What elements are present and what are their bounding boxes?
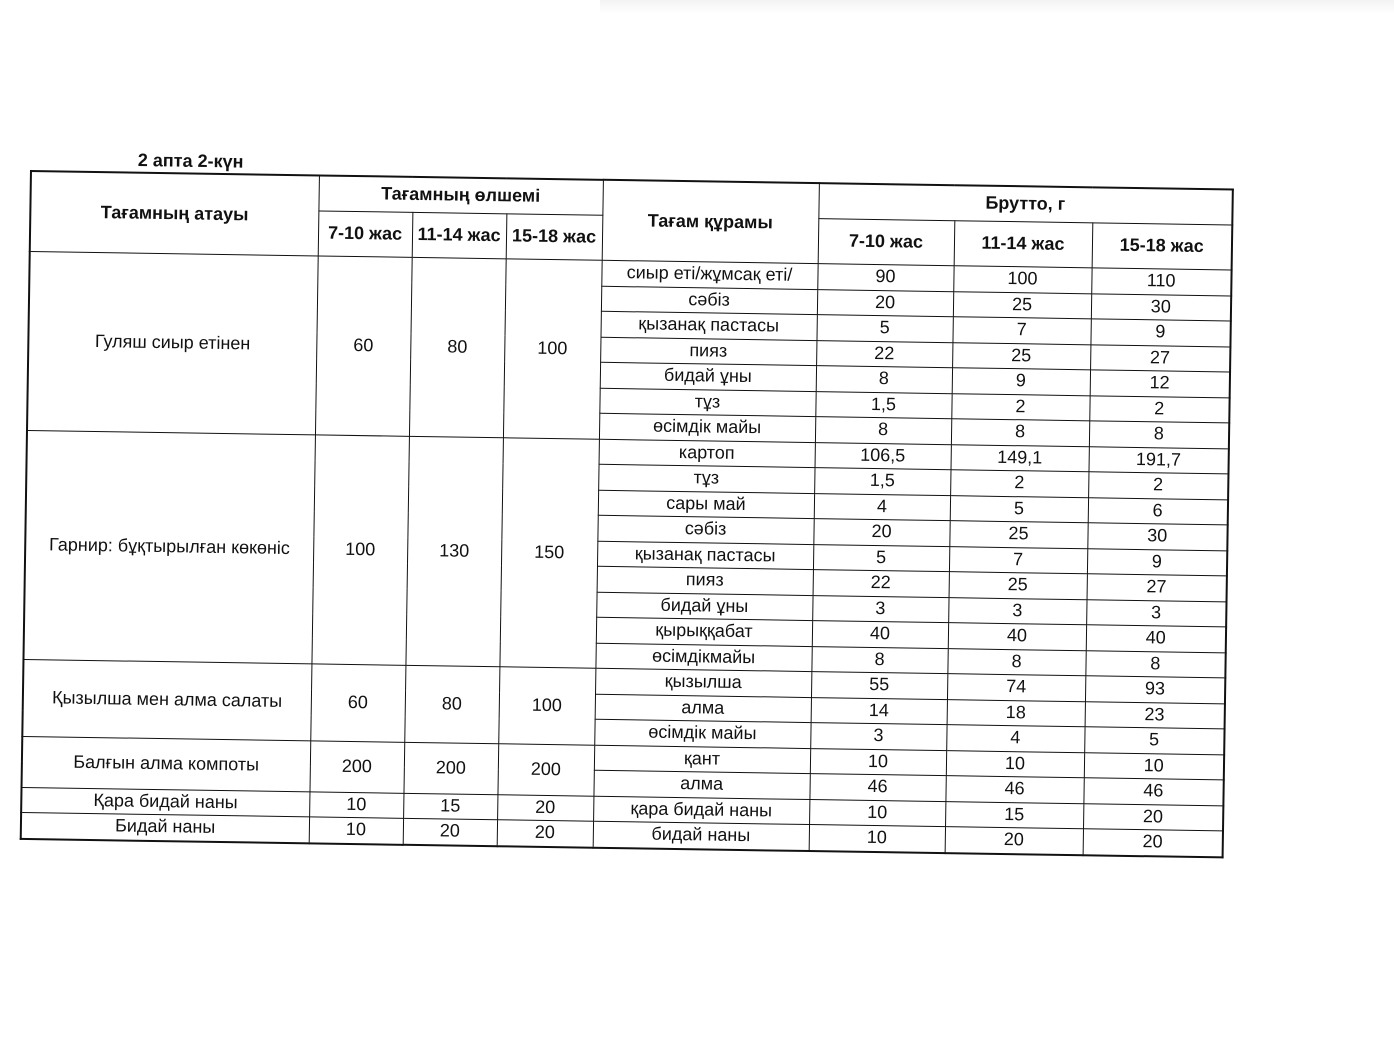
brutto-cell: 3: [948, 597, 1086, 625]
portion-cell: 130: [405, 436, 503, 667]
brutto-cell: 23: [1085, 701, 1225, 729]
menu-table-sheet: [20, 170, 1234, 858]
dish-name-cell: Гарнир: бұқтырылған көкөніс: [23, 430, 314, 664]
scan-edge-shadow: [600, 0, 1394, 14]
brutto-cell: 20: [945, 827, 1083, 855]
brutto-cell: 8: [1085, 650, 1225, 678]
brutto-cell: 8: [815, 417, 951, 445]
brutto-cell: 25: [949, 521, 1087, 549]
brutto-cell: 30: [1091, 293, 1231, 321]
header-brutto-age: 15-18 жас: [1092, 223, 1233, 270]
brutto-cell: 5: [1084, 727, 1224, 755]
portion-cell: 100: [503, 259, 602, 439]
ingredient-cell: бидай ұны: [596, 592, 812, 621]
brutto-cell: 40: [1086, 625, 1226, 653]
ingredient-cell: сары май: [598, 490, 814, 519]
brutto-cell: 4: [946, 725, 1084, 753]
portion-cell: 10: [309, 791, 403, 818]
brutto-cell: 10: [946, 750, 1084, 778]
brutto-cell: 7: [949, 546, 1087, 574]
brutto-cell: 15: [945, 801, 1083, 829]
brutto-cell: 9: [1090, 319, 1230, 347]
brutto-cell: 3: [812, 595, 948, 623]
portion-cell: 200: [403, 742, 498, 794]
dish-name-cell: Қызылша мен алма салаты: [22, 659, 311, 740]
menu-table: [20, 170, 1234, 858]
brutto-cell: 3: [810, 723, 946, 751]
brutto-cell: 25: [952, 342, 1090, 370]
ingredient-cell: пияз: [597, 566, 813, 595]
brutto-cell: 6: [1088, 497, 1228, 525]
dish-name-cell: Қара бидай наны: [21, 787, 309, 817]
brutto-cell: 10: [1084, 752, 1224, 780]
ingredient-cell: бидай наны: [593, 821, 809, 850]
portion-cell: 20: [497, 794, 593, 821]
brutto-cell: 93: [1085, 676, 1225, 704]
brutto-cell: 27: [1087, 574, 1227, 602]
portion-cell: 10: [309, 817, 403, 844]
ingredient-cell: алма: [593, 770, 809, 799]
brutto-cell: 8: [947, 648, 1085, 676]
ingredient-cell: қара бидай наны: [593, 796, 809, 825]
brutto-cell: 2: [950, 470, 1088, 498]
brutto-cell: 8: [811, 646, 947, 674]
brutto-cell: 4: [814, 493, 950, 521]
header-portion-age: 7-10 жас: [318, 211, 413, 257]
page-caption: 2 апта 2-күн: [137, 150, 244, 172]
brutto-cell: 1,5: [815, 391, 951, 419]
brutto-cell: 8: [1089, 421, 1229, 449]
brutto-cell: 5: [816, 315, 952, 343]
portion-cell: 20: [403, 818, 497, 845]
brutto-cell: 110: [1091, 268, 1231, 296]
brutto-cell: 74: [947, 674, 1085, 702]
brutto-cell: 46: [945, 776, 1083, 804]
ingredient-cell: пияз: [600, 337, 816, 366]
header-brutto-age: 7-10 жас: [818, 219, 955, 266]
portion-cell: 150: [499, 437, 599, 668]
brutto-cell: 5: [950, 495, 1088, 523]
brutto-cell: 3: [1086, 599, 1226, 627]
brutto-cell: 40: [812, 621, 948, 649]
brutto-cell: 149,1: [951, 444, 1089, 472]
portion-cell: 60: [315, 256, 412, 436]
header-dish-name: Тағамның атауы: [30, 171, 319, 256]
header-portion: Тағамның өлшемі: [318, 175, 603, 215]
brutto-cell: 9: [1087, 548, 1227, 576]
ingredient-cell: тұз: [599, 388, 815, 417]
brutto-cell: 20: [1083, 829, 1223, 857]
brutto-cell: 20: [817, 289, 953, 317]
portion-cell: 20: [497, 820, 593, 847]
ingredient-cell: қант: [594, 745, 810, 774]
brutto-cell: 90: [817, 264, 953, 292]
brutto-cell: 22: [813, 570, 949, 598]
brutto-cell: 18: [947, 699, 1085, 727]
ingredient-cell: қызанақ пастасы: [597, 541, 813, 570]
ingredient-cell: өсімдікмайы: [595, 643, 811, 672]
brutto-cell: 2: [1088, 472, 1228, 500]
portion-cell: 80: [404, 665, 499, 743]
portion-cell: 200: [497, 743, 594, 795]
ingredient-cell: алма: [595, 694, 811, 723]
brutto-cell: 2: [1089, 395, 1229, 423]
ingredient-cell: картоп: [599, 439, 815, 468]
header-brutto: Брутто, г: [818, 183, 1232, 225]
dish-name-cell: Балғын алма компоты: [22, 736, 311, 791]
brutto-cell: 106,5: [815, 442, 951, 470]
brutto-cell: 22: [816, 340, 952, 368]
brutto-cell: 7: [952, 317, 1090, 345]
brutto-cell: 27: [1090, 344, 1230, 372]
brutto-cell: 191,7: [1088, 446, 1228, 474]
portion-cell: 15: [403, 793, 497, 820]
ingredient-cell: қызылша: [595, 668, 811, 697]
portion-cell: 100: [498, 667, 595, 745]
brutto-cell: 20: [813, 519, 949, 547]
dish-name-cell: Бидай наны: [21, 812, 309, 842]
portion-cell: 200: [309, 740, 404, 792]
ingredient-cell: сиыр еті/жұмсақ еті/: [601, 260, 817, 289]
ingredient-cell: қызанақ пастасы: [601, 311, 817, 340]
portion-cell: 60: [310, 664, 405, 742]
ingredient-cell: өсімдік майы: [594, 719, 810, 748]
brutto-cell: 1,5: [814, 468, 950, 496]
ingredient-cell: қырыққабат: [596, 617, 812, 646]
brutto-cell: 12: [1090, 370, 1230, 398]
brutto-cell: 25: [949, 572, 1087, 600]
brutto-cell: 46: [809, 774, 945, 802]
brutto-cell: 8: [816, 366, 952, 394]
brutto-cell: 10: [809, 799, 945, 827]
brutto-cell: 46: [1083, 778, 1223, 806]
brutto-cell: 5: [813, 544, 949, 572]
ingredient-cell: бидай ұны: [600, 362, 816, 391]
brutto-cell: 25: [953, 291, 1091, 319]
header-brutto-age: 11-14 жас: [954, 221, 1093, 268]
header-portion-age: 11-14 жас: [412, 212, 507, 258]
brutto-cell: 2: [951, 393, 1089, 421]
menu-table-body: [21, 252, 1232, 857]
brutto-cell: 20: [1083, 803, 1223, 831]
ingredient-cell: сәбіз: [601, 286, 817, 315]
ingredient-cell: сәбіз: [597, 515, 813, 544]
brutto-cell: 14: [811, 697, 947, 725]
brutto-cell: 9: [952, 368, 1090, 396]
brutto-cell: 10: [809, 825, 945, 853]
brutto-cell: 10: [810, 748, 946, 776]
ingredient-cell: тұз: [598, 464, 814, 493]
ingredient-cell: өсімдік майы: [599, 413, 815, 442]
dish-name-cell: Гуляш сиыр етінен: [27, 252, 318, 435]
header-portion-age: 15-18 жас: [506, 214, 603, 260]
portion-cell: 80: [409, 257, 506, 437]
brutto-cell: 8: [951, 419, 1089, 447]
brutto-cell: 40: [948, 623, 1086, 651]
brutto-cell: 55: [811, 672, 947, 700]
portion-cell: 100: [311, 434, 409, 665]
brutto-cell: 100: [953, 266, 1091, 294]
header-composition: Тағам құрамы: [602, 180, 819, 264]
brutto-cell: 30: [1087, 523, 1227, 551]
